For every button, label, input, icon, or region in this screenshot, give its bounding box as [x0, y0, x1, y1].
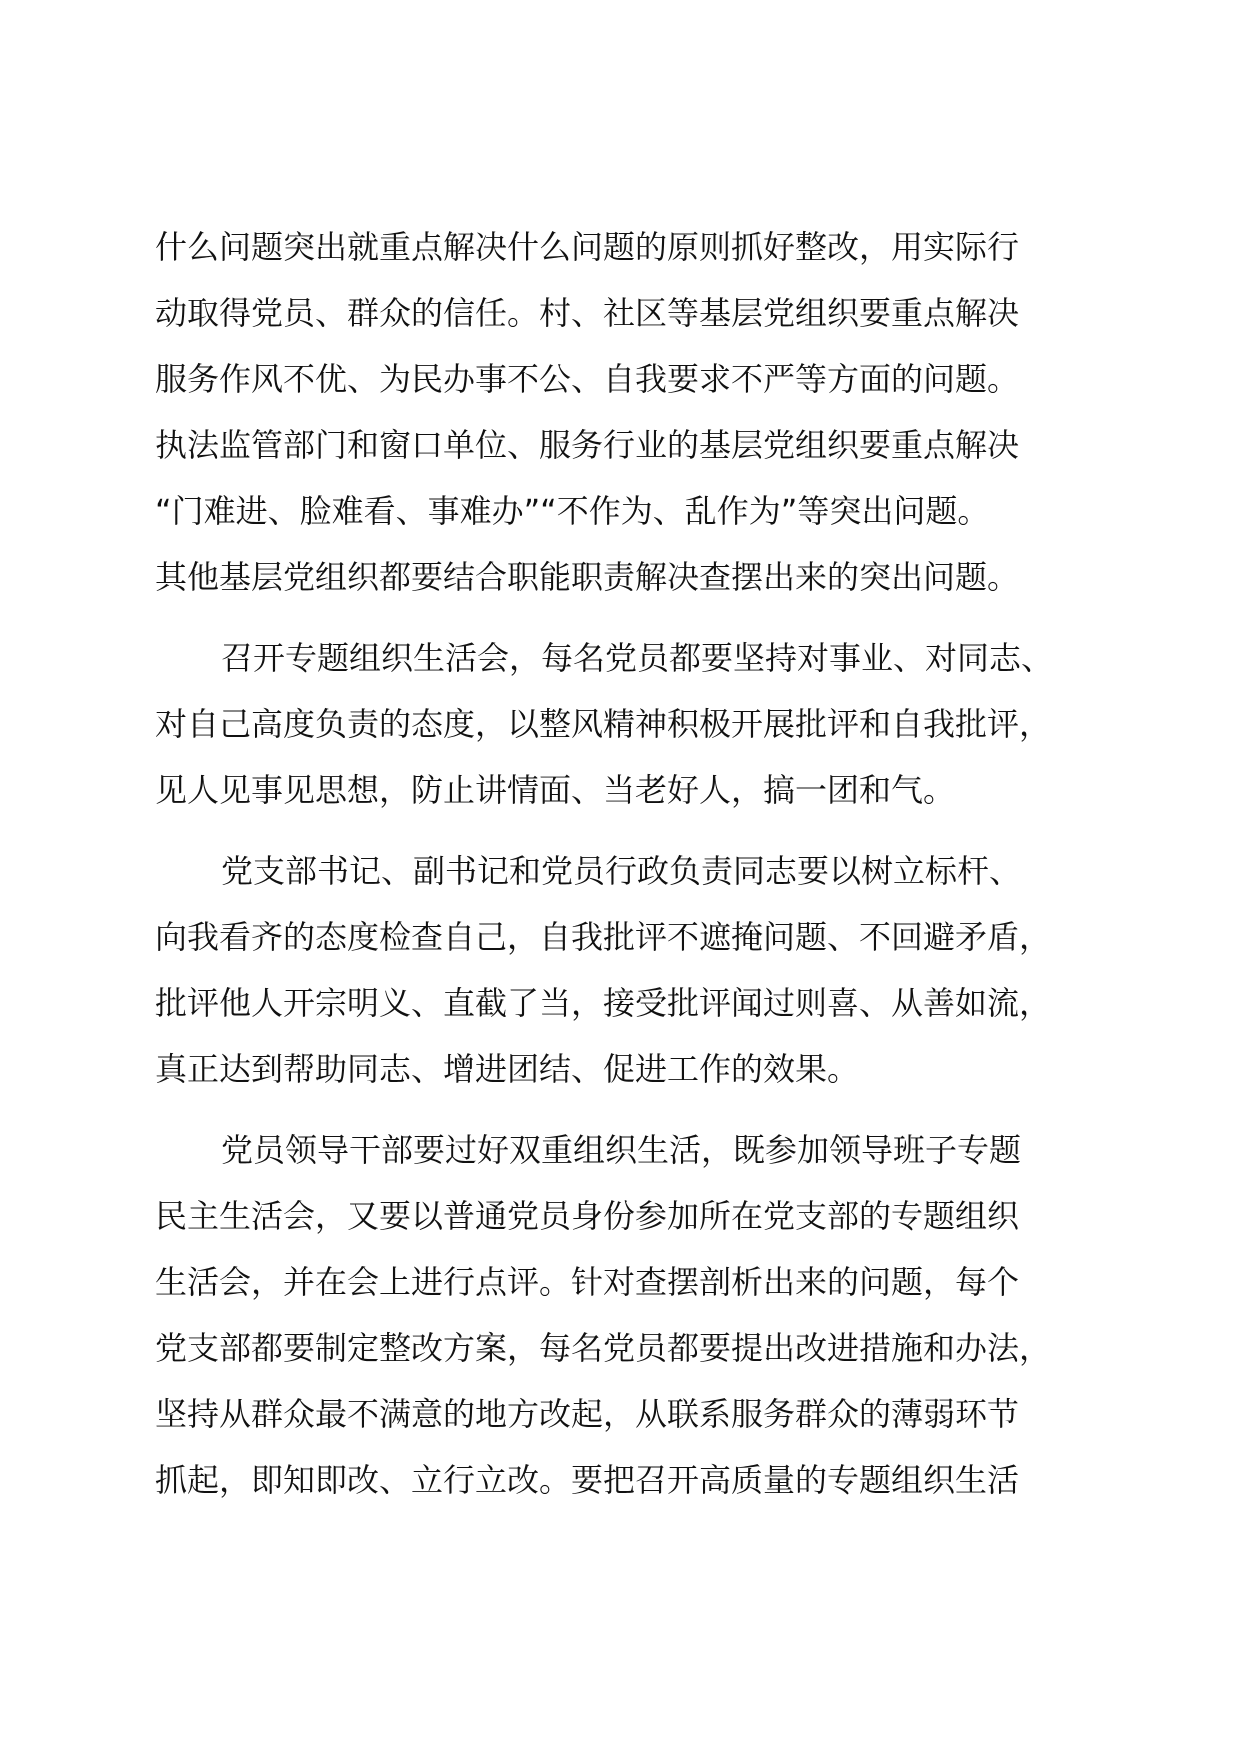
text-line: 抓起，即知即改、立行立改。要把召开高质量的专题组织生活 [155, 1461, 1020, 1499]
paragraph-4 [155, 1117, 1095, 1513]
text-line: 坚持从群众最不满意的地方改起，从联系服务群众的薄弱环节 [155, 1395, 1020, 1433]
paragraph-1 [155, 214, 1095, 610]
text-line: 真正达到帮助同志、增进团结、促进工作的效果。 [155, 1050, 860, 1088]
text-line: 召开专题组织生活会，每名党员都要坚持对事业、对同志、 [221, 639, 1054, 677]
text-line: “门难进、脸难看、事难办”“不作为、乱作为”等突出问题。 [155, 492, 990, 530]
paragraph-3 [155, 838, 1095, 1102]
text-line: 党员领导干部要过好双重组织生活，既参加领导班子专题 [221, 1131, 1022, 1169]
text-line: 见人见事见思想，防止讲情面、当老好人，搞一团和气。 [155, 771, 956, 809]
text-line: 党支部书记、副书记和党员行政负责同志要以树立标杆、 [221, 852, 1022, 890]
text-line: 向我看齐的态度检查自己，自我批评不遮掩问题、不回避矛盾， [155, 918, 1052, 956]
text-line: 对自己高度负责的态度，以整风精神积极开展批评和自我批评， [155, 705, 1052, 743]
text-line: 批评他人开宗明义、直截了当，接受批评闻过则喜、从善如流， [155, 984, 1052, 1022]
text-line: 执法监管部门和窗口单位、服务行业的基层党组织要重点解决 [155, 426, 1020, 464]
text-line: 党支部都要制定整改方案，每名党员都要提出改进措施和办法， [155, 1329, 1052, 1367]
paragraph-2 [155, 625, 1095, 823]
text-line: 什么问题突出就重点解决什么问题的原则抓好整改，用实际行 [155, 228, 1020, 266]
text-line: 其他基层党组织都要结合职能职责解决查摆出来的突出问题。 [155, 558, 1020, 596]
text-line: 服务作风不优、为民办事不公、自我要求不严等方面的问题。 [155, 360, 1020, 398]
text-line: 动取得党员、群众的信任。村、社区等基层党组织要重点解决 [155, 294, 1020, 332]
text-line: 生活会，并在会上进行点评。针对查摆剖析出来的问题，每个 [155, 1263, 1020, 1301]
text-line: 民主生活会，又要以普通党员身份参加所在党支部的专题组织 [155, 1197, 1020, 1235]
document-body [155, 214, 1095, 1528]
